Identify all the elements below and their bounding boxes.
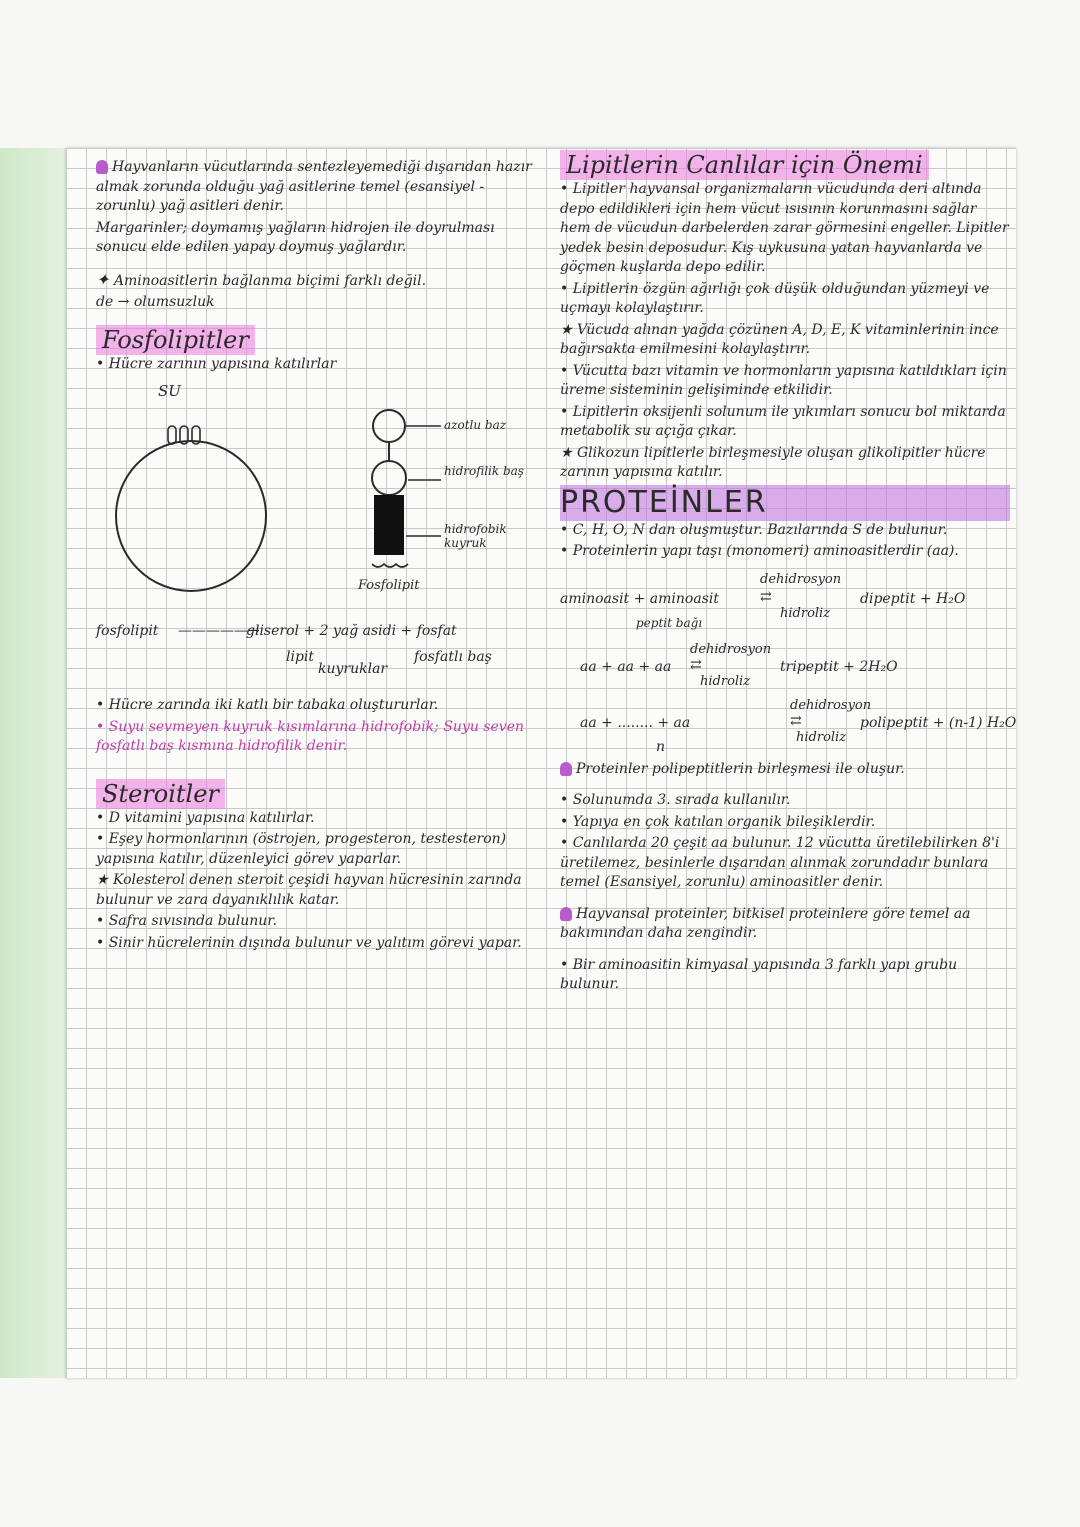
eq-fosfat: fosfatlı baş (414, 649, 492, 665)
steroid-title: Steroitler (96, 779, 225, 809)
eq2-lhs: aa + aa + aa (580, 658, 672, 675)
fosfo-point-1: • Hücre zarında iki katlı bir tabaka oluştururlar. (96, 697, 439, 713)
eq1-bottom: hidroliz (780, 605, 831, 621)
eq3-bottom: hidroliz (796, 729, 847, 745)
steroid-point-1: • D vitamini yapısına katılırlar. (96, 809, 315, 826)
eq3-top: dehidrosyon (790, 697, 872, 713)
head-circle (372, 461, 406, 495)
eq3-arrows: ⇄ (790, 712, 802, 729)
water-label: SU (158, 382, 181, 400)
intro-margarine: Margarinler; doymamış yağların hidrojen ile doyrulması sonucu elde edilen yapay doymuş yağlardır. (96, 219, 495, 255)
cell-circle (116, 441, 266, 591)
eq3-note: n (656, 738, 666, 755)
right-column (560, 150, 1017, 997)
hydrophobic-label: hidrofobik kuyruk (444, 522, 507, 550)
lightbulb-icon (560, 762, 572, 776)
protein-more-3: • Yapıya en çok katılan organik bileşiklerdir. (560, 813, 876, 830)
protein-more-6: • Bir aminoasitin kimyasal yapısında 3 farklı yapı grubu bulunur. (560, 956, 958, 992)
hydrophilic-label: hidrofilik baş (444, 464, 524, 478)
protein-point-2: • Proteinlerin yapı taşı (monomeri) aminoasitlerdir (aa). (560, 543, 959, 559)
eq1-note: peptit bağı (636, 615, 703, 630)
eq1-rhs: dipeptit + H₂O (860, 590, 966, 607)
base-label: azotlu baz (444, 418, 507, 432)
background-strip (0, 148, 66, 1378)
lipit-point-3: ★ Vücuda alınan yağda çözünen A, D, E, K vitaminlerinin ince bağırsakta emilmesini kolaylaştırır. (560, 321, 999, 357)
eq1-lhs: aminoasit + aminoasit (560, 590, 719, 607)
eq-lhs: fosfolipit (96, 623, 159, 639)
protein-more-2: • Solunumda 3. sırada kullanılır. (560, 792, 791, 808)
polypeptide-equation (560, 696, 1017, 760)
eq2-top: dehidrosyon (690, 641, 772, 657)
phospholipid-diagram (96, 376, 536, 616)
star-icon: ✦ (96, 269, 110, 289)
eq-kuyruk: kuyruklar (318, 661, 388, 677)
eq2-bottom: hidroliz (700, 673, 751, 689)
steroid-point-5: • Sinir hücrelerinin dışında bulunur ve yalıtım görevi yapar. (96, 934, 522, 951)
lipit-point-4: • Vücutta bazı vitamin ve hormonların yapısına katıldıkları için üreme sisteminin gelişiminde etkilidir. (560, 362, 1007, 398)
left-column (96, 158, 536, 955)
eq1-arrows: ⇄ (760, 588, 772, 605)
eq2-rhs: tripeptit + 2H₂O (780, 658, 898, 675)
lipit-point-6: ★ Glikozun lipitlerle birleşmesiyle oluşan glikolipitler hücre zarının yapısına katılır. (560, 444, 986, 480)
lightbulb-icon (560, 907, 572, 921)
base-circle (373, 410, 405, 442)
intro-de-note: de → olumsuzluk (96, 294, 215, 310)
steroid-point-2: • Eşey hormonlarının (östrojen, progesteron, testesteron) yapısına katılır, düzenleyici görev yaparlar. (96, 831, 507, 867)
lipit-point-2: • Lipitlerin özgün ağırlığı çok düşük olduğundan yüzmeyi ve uçmayı kolaylaştırır. (560, 280, 990, 316)
tripeptide-equation (560, 636, 1010, 696)
fosfolipit-title: Fosfolipitler (96, 325, 255, 355)
lipit-point-1: • Lipitler hayvansal organizmaların vücudunda deri altında depo edildikleri için hem vücut ısısının korunmasını sağlar hem de vücudun darbelerden zarar görmesini engeller. Lipitler yedek besin deposudur. Kış uykusuna yatan hayvanlarda ve göçmen kuşlarda depo edilir. (560, 181, 1009, 275)
eq3-lhs: aa + ........ + aa (580, 714, 691, 731)
lipit-importance-title: Lipitlerin Canlılar için Önemi (560, 150, 929, 180)
fosfolipit-line: • Hücre zarının yapısına katılırlar (96, 355, 337, 372)
eq1-top: dehidrosyon (760, 571, 842, 587)
lipit-point-5: • Lipitlerin oksijenli solunum ile yıkımları sonucu bol miktarda metabolik su açığa çıkar. (560, 403, 1006, 439)
dipeptide-equation (560, 564, 1010, 636)
intro-essential-fatty-acids: Hayvanların vücutlarında sentezleyemediği dışarıdan hazır almak zorunda olduğu yağ asitlerine temel (esansiyel - zorunlu) yağ asitleri denir. (96, 159, 532, 214)
protein-title: PROTEİNLER (560, 485, 1010, 521)
lightbulb-icon (96, 160, 108, 174)
protein-more-5: Hayvansal proteinler, bitkisel proteinlere göre temel aa bakımından daha zengindir. (560, 905, 971, 941)
eq-rhs: gliserol + 2 yağ asidi + fosfat (246, 623, 457, 639)
phospholipid-caption: Fosfolipit (358, 578, 420, 593)
phospholipid-svg (96, 376, 536, 616)
intro-aminoacid-note: ✦ Aminoasitlerin bağlanma biçimi farklı değil. (96, 269, 427, 289)
phospholipid-equation (96, 616, 536, 676)
steroid-point-4: • Safra sıvısında bulunur. (96, 913, 277, 929)
protein-more-4: • Canlılarda 20 çeşit aa bulunur. 12 vücutta üretilebilirken 8'i üretilemez, besinlerle dışarıdan alınmak zorundadır bunlara temel (Esansiyel, zorunlu) aminoasitler denir. (560, 835, 1000, 890)
tail-block (374, 495, 404, 555)
eq-lipit: lipit (286, 649, 315, 665)
fosfo-point-2: • Suyu sevmeyen kuyruk kısımlarına hidrofobik; Suyu seven fosfatlı baş kısmına hidrofilik denir. (96, 718, 524, 754)
steroid-point-3: ★ Kolesterol denen steroit çeşidi hayvan hücresinin zarında bulunur ve zara dayanıklılık katar. (96, 872, 522, 908)
eq3-rhs: polipeptit + (n-1) H₂O (860, 714, 1017, 731)
eq-arrow: —————→ (178, 623, 260, 639)
protein-point-1: • C, H, O, N dan oluşmuştur. Bazılarında S de bulunur. (560, 521, 948, 538)
eq2-arrows: ⇄ (690, 656, 702, 673)
protein-more-1: Proteinler polipeptitlerin birleşmesi ile oluşur. (560, 760, 1010, 780)
